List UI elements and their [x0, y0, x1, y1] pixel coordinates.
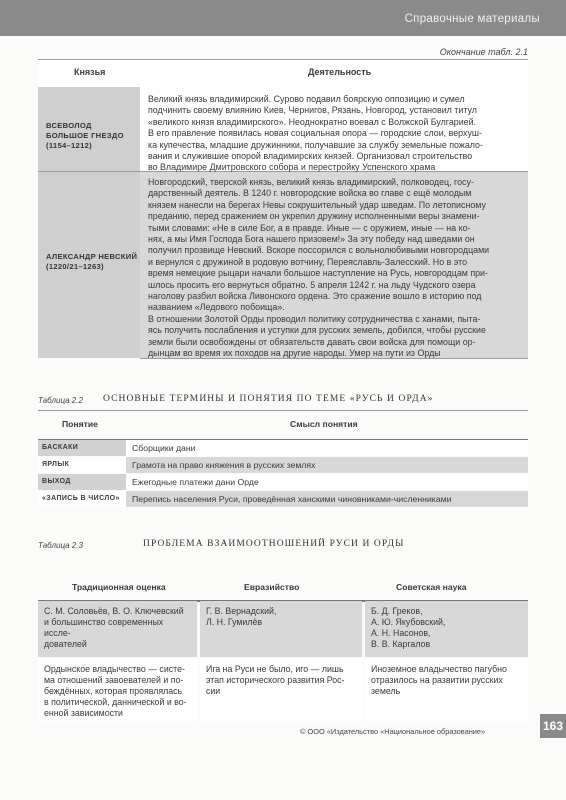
header-bar — [0, 0, 566, 36]
term-cell: ЯРЛЫК — [38, 457, 126, 473]
meaning-cell: Сборщики дани — [126, 440, 528, 456]
text-line: ясь получить послабления и уступки для русских земель, добился, чтобы русские — [148, 325, 486, 336]
text-line: А. Ю. Якубовский, — [371, 617, 446, 627]
text-line: Великий князь владимирский. Сурово подавил боярскую оппозицию и сумел — [148, 94, 465, 104]
prince-name-line: ВСЕВОЛОД — [46, 121, 92, 130]
table3-cell — [365, 601, 528, 657]
table1-header — [38, 59, 528, 90]
text-line: тыми словами: «Не в силе Бог, а в правде. Иные — с оружием, иные — на ко- — [148, 222, 471, 233]
text-line: вания и служившие опорой владимирских князей. Организовал строительство — [148, 151, 473, 162]
col-princes-header: Князья — [74, 67, 106, 77]
text-line: сии — [206, 686, 221, 696]
text-line: беждённых, которая проявлялась — [44, 686, 183, 696]
text-line: и большинство современных иссле- — [44, 617, 164, 638]
meaning-cell: Перепись населения Руси, проведённая ханскими чиновниками-численниками — [126, 491, 528, 507]
text-line: шлось просить его вернуться обратно. 5 апреля 1242 г. на льду Чудского озера — [148, 279, 476, 290]
table3-cell — [365, 659, 528, 721]
text-line: и вернулся с дружиной в родовую вотчину, Переяславль-Залесский. Но в это — [148, 256, 468, 267]
text-line: дынцам во время их походов на другие народы. Умер на пути из Орды — [148, 348, 441, 359]
table-row — [38, 440, 528, 456]
text-line: дователей — [44, 639, 87, 649]
table3-cell — [38, 601, 197, 657]
prince-dates: (1154–1212) — [46, 141, 92, 150]
term-cell: БАСКАКИ — [38, 440, 126, 456]
text-line: земли были освобождены от обязательств давать свои войска для помощи ор- — [148, 336, 476, 347]
text-line: ка купечества, младшие дружинники, получавшие за службу земельные пожало- — [148, 139, 483, 150]
text-line: получил прозвище Невский. Вскоре поссорился с вольнолюбивыми новгородцами — [148, 245, 490, 256]
text-line: князем нанесли на берегах Невы сокрушительный удар шведам. По летописному — [148, 199, 486, 210]
text-line: Ига на Руси не было, иго — лишь — [206, 664, 344, 674]
text-line: В его правление появилась новая социальная опора — городские слои, верхуш- — [148, 128, 482, 139]
table3-header — [38, 574, 528, 602]
text-line: время немецкие рыцари начали большое наступление на Русь, новгородцам при- — [148, 268, 488, 279]
table2-header — [38, 410, 528, 441]
text-line: этап исторического развития Рос- — [206, 675, 345, 685]
table-row — [38, 491, 528, 507]
text-line: Иноземное владычество пагубно — [371, 664, 507, 674]
prince-name — [46, 252, 137, 272]
table2-title: ОСНОВНЫЕ ТЕРМИНЫ И ПОНЯТИЯ ПО ТЕМЕ «РУСЬ И ОРДА» — [103, 394, 434, 404]
text-line: Б. Д. Греков, — [371, 606, 423, 616]
table-row — [38, 457, 528, 473]
text-line: Новгородский, тверской князь, великий князь владимирский, полководец, госу- — [148, 177, 474, 187]
table3-cell — [200, 601, 362, 657]
text-line: во Владимире Дмитровского собора и перестройку Успенского храма — [148, 162, 436, 173]
text-line: В. В. Каргалов — [371, 639, 431, 649]
text-line: ма отношений завоевателей и по- — [44, 675, 184, 685]
text-line: преданию, перед сражением он укрепил дружину исполненными веры знамени- — [148, 211, 480, 222]
text-line: А. Н. Насонов, — [371, 628, 431, 638]
table-row — [38, 474, 528, 490]
col-traditional-header: Традиционная оценка — [72, 582, 166, 592]
col-activity-header: Деятельность — [308, 67, 372, 77]
text-line: Л. Н. Гумилёв — [206, 617, 263, 627]
prince-description — [148, 94, 522, 174]
text-line: в политической, даннической и во- — [44, 697, 187, 707]
text-line: нях, а мы Имя Господа Бога нашего призовем!» За эту победу над шведами он — [148, 234, 475, 245]
row-divider — [38, 171, 140, 172]
continuation-note: Окончание табл. 2.1 — [439, 47, 528, 57]
text-line: С. М. Соловьёв, В. О. Ключевский — [44, 606, 184, 616]
text-line: енной зависимости — [44, 708, 123, 718]
table3-title: ПРОБЛЕМА ВЗАИМООТНОШЕНИЙ РУСИ И ОРДЫ — [143, 539, 405, 549]
table3-caption: Таблица 2.3 — [38, 541, 83, 550]
text-line: Ордынское владычество — систе- — [44, 664, 185, 674]
text-line: В отношении Золотой Орды проводил политику сотрудничества с ханами, пыта- — [148, 313, 481, 324]
table3-cell — [200, 659, 362, 721]
prince-dates: (1220/21–1263) — [46, 262, 104, 271]
prince-name-line: АЛЕКСАНДР НЕВСКИЙ — [46, 252, 138, 261]
text-line: подчинить своему влиянию Киев, Чернигов, Рязань, Новгород, установил титул — [148, 105, 477, 116]
table3-cell — [38, 659, 197, 721]
prince-name-line: БОЛЬШОЕ ГНЕЗДО — [46, 131, 124, 140]
publisher-footer: © ООО «Издательство «Национальное образование» — [300, 727, 486, 736]
prince-description — [148, 177, 522, 360]
term-cell: ВЫХОД — [38, 474, 126, 490]
col-eurasianism-header: Евразийство — [244, 582, 300, 592]
text-line: наголову разбил войска Ливонского ордена. Это сражение вошло в историю под — [148, 291, 482, 302]
meaning-cell: Ежегодные платежи дани Орде — [126, 474, 528, 490]
text-line: «великого князя владимирского». Неоднократно воевал с Волжской Булгарией. — [148, 116, 477, 127]
col-term-header: Понятие — [62, 419, 98, 429]
section-title: Справочные материалы — [404, 13, 540, 25]
page-number: 163 — [540, 714, 566, 738]
text-line: Г. В. Вернадский, — [206, 606, 277, 616]
text-line: отразилось на развитии русских — [371, 675, 503, 685]
text-line: дарственный деятель. В 1240 г. новгородские войска во главе с ещё молодым — [148, 188, 472, 199]
meaning-cell: Грамота на право княжения в русских землях — [126, 457, 528, 473]
term-cell: «ЗАПИСЬ В ЧИСЛО» — [38, 491, 126, 507]
col-meaning-header: Смысл понятия — [290, 419, 358, 429]
prince-name — [46, 121, 124, 151]
text-line: земель — [371, 686, 401, 696]
text-line: названием «Ледового побоища». — [148, 302, 285, 313]
table2-caption: Таблица 2.2 — [38, 396, 83, 405]
col-soviet-header: Советская наука — [396, 582, 467, 592]
